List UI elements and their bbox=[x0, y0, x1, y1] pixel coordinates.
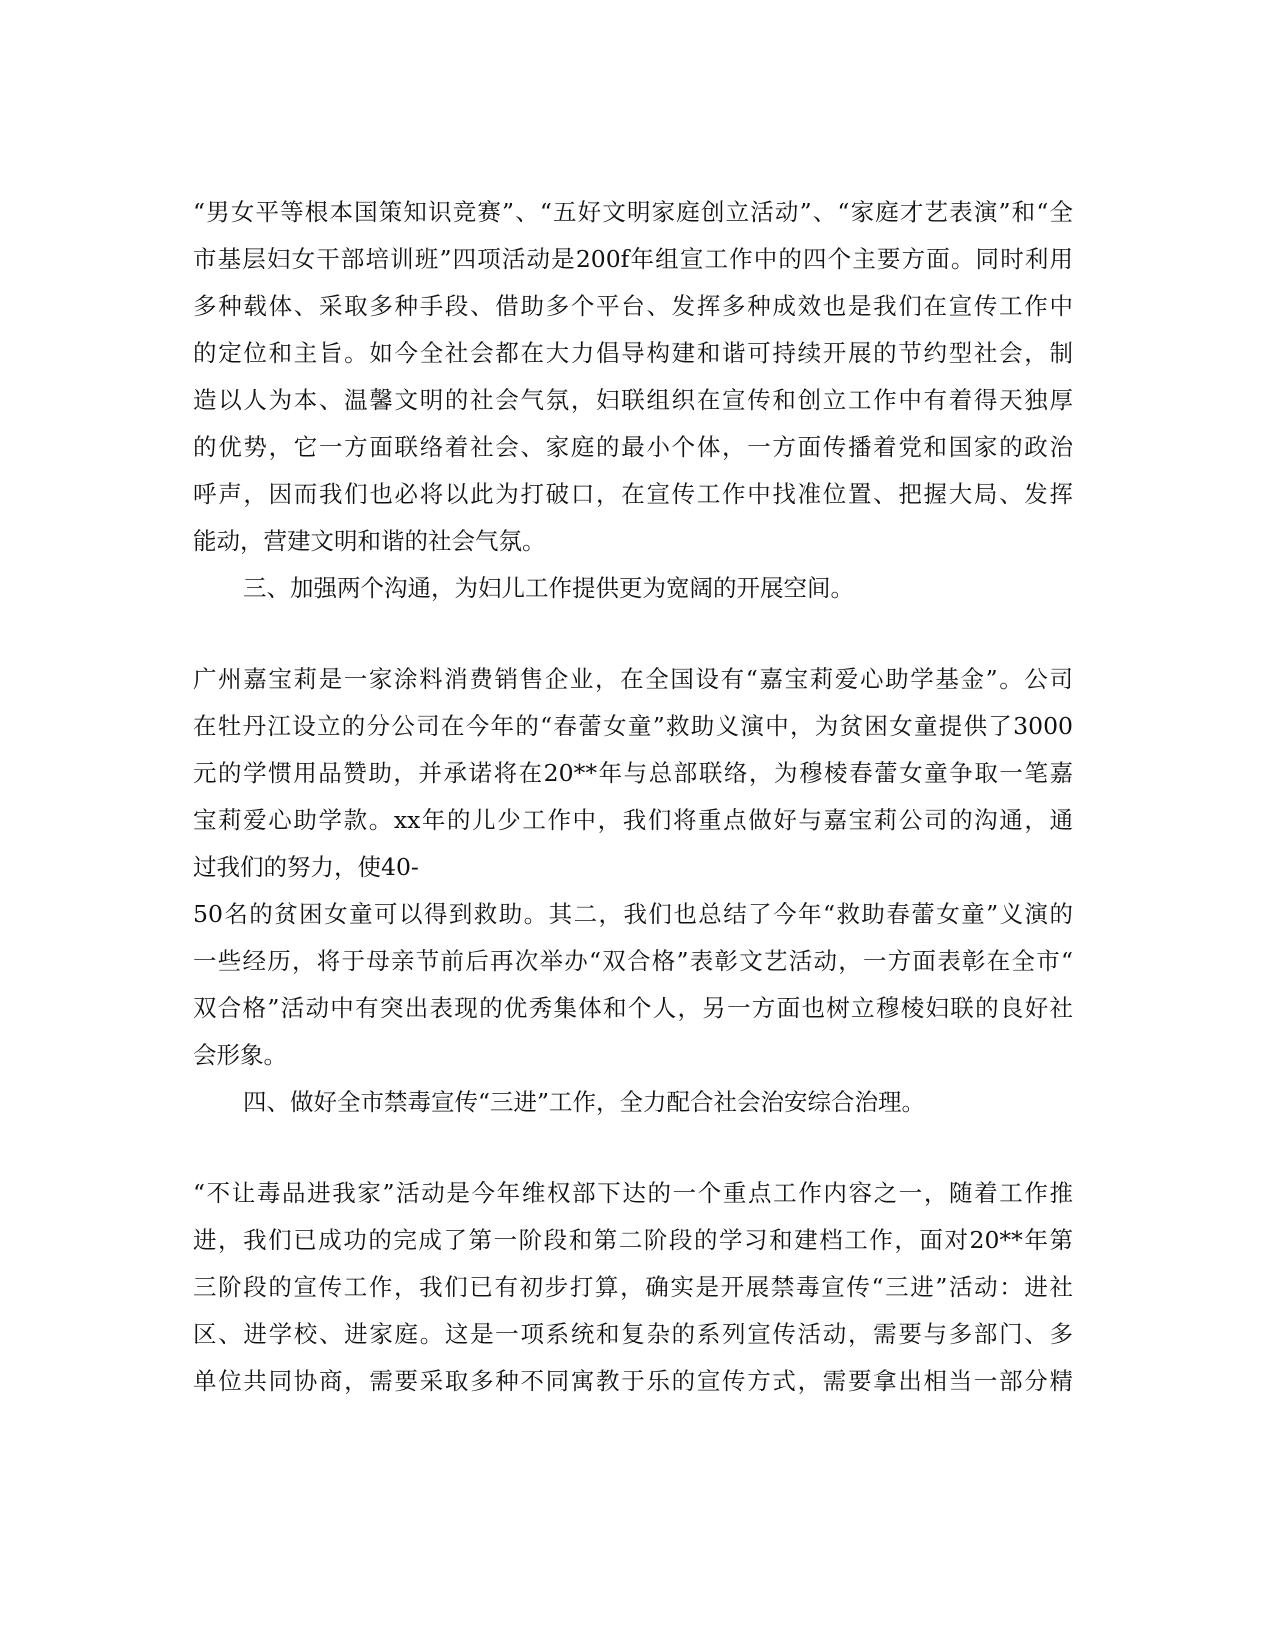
paragraph-2-line-5: 过我们的努力，使40- bbox=[193, 853, 419, 881]
paragraph-1-line-7: 呼声，因而我们也必将以此为打破口，在宣传工作中找准位置、把握大局、发挥 bbox=[193, 480, 1073, 508]
paragraph-3-line-2: 进，我们已成功的完成了第一阶段和第二阶段的学习和建档工作，面对20**年第 bbox=[193, 1226, 1073, 1254]
paragraph-2-line-4: 宝莉爱心助学款。xx年的儿少工作中，我们将重点做好与嘉宝莉公司的沟通，通 bbox=[193, 806, 1073, 834]
paragraph-2-line-9: 会形象。 bbox=[193, 1041, 287, 1069]
paragraph-1-line-1: “男女平等根本国策知识竞赛”、“五好文明家庭创立活动”、“家庭才艺表演”和“全 bbox=[193, 198, 1073, 226]
paragraph-1-line-8: 能动，营建文明和谐的社会气氛。 bbox=[193, 527, 546, 555]
paragraph-3-line-4: 区、进学校、进家庭。这是一项系统和复杂的系列宣传活动，需要与多部门、多 bbox=[193, 1320, 1073, 1348]
paragraph-3-line-1: “不让毒品进我家”活动是今年维权部下达的一个重点工作内容之一，随着工作推 bbox=[193, 1179, 1073, 1207]
paragraph-2-line-7: 一些经历，将于母亲节前后再次举办“双合格”表彰文艺活动，一方面表彰在全市“ bbox=[193, 947, 1073, 975]
paragraph-2-line-6: 50名的贫困女童可以得到救助。其二，我们也总结了今年“救助春蕾女童”义演的 bbox=[193, 900, 1073, 928]
paragraph-2-line-3: 元的学惯用品赞助，并承诺将在20**年与总部联络，为穆棱春蕾女童争取一笔嘉 bbox=[193, 759, 1073, 787]
paragraph-1-line-5: 造以人为本、温馨文明的社会气氛，妇联组织在宣传和创立工作中有着得天独厚 bbox=[193, 386, 1073, 414]
paragraph-1-line-6: 的优势，它一方面联络着社会、家庭的最小个体，一方面传播着党和国家的政治 bbox=[193, 433, 1073, 461]
paragraph-1-line-4: 的定位和主旨。如今全社会都在大力倡导构建和谐可持续开展的节约型社会，制 bbox=[193, 339, 1073, 367]
paragraph-1-line-3: 多种载体、采取多种手段、借助多个平台、发挥多种成效也是我们在宣传工作中 bbox=[193, 292, 1073, 320]
paragraph-1-line-2: 市基层妇女干部培训班”四项活动是200f年组宣工作中的四个主要方面。同时利用 bbox=[193, 245, 1073, 273]
paragraph-2-line-1: 广州嘉宝莉是一家涂料消费销售企业，在全国设有“嘉宝莉爱心助学基金”。公司 bbox=[193, 665, 1073, 693]
section-heading-4: 四、做好全市禁毒宣传“三进”工作，全力配合社会治安综合治理。 bbox=[243, 1088, 926, 1116]
paragraph-3-line-3: 三阶段的宣传工作，我们已有初步打算，确实是开展禁毒宣传“三进”活动：进社 bbox=[193, 1273, 1073, 1301]
paragraph-2-line-2: 在牡丹江设立的分公司在今年的“春蕾女童”救助义演中，为贫困女童提供了3000 bbox=[193, 712, 1073, 740]
paragraph-3-line-5: 单位共同协商，需要采取多种不同寓教于乐的宣传方式，需要拿出相当一部分精 bbox=[193, 1367, 1073, 1395]
section-heading-3: 三、加强两个沟通，为妇儿工作提供更为宽阔的开展空间。 bbox=[243, 574, 854, 602]
paragraph-2-line-8: 双合格”活动中有突出表现的优秀集体和个人，另一方面也树立穆棱妇联的良好社 bbox=[193, 994, 1073, 1022]
